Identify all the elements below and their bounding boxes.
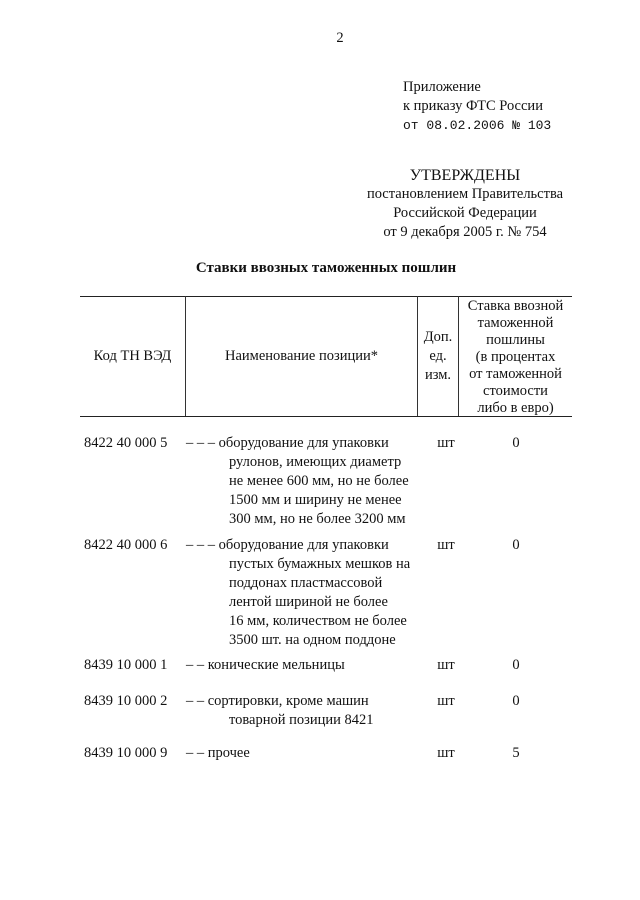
duty-rate: 0: [512, 537, 520, 553]
approval-block: [330, 166, 600, 242]
hs-code: 8439 10 000 2: [84, 693, 168, 709]
appendix-line: к приказу ФТС России: [403, 98, 543, 114]
appendix-line: от 08.02.2006 № 103: [403, 118, 552, 133]
unit: шт: [437, 537, 455, 553]
duty-rate: 5: [512, 745, 520, 761]
document-title: Ставки ввозных таможенных пошлин: [195, 260, 457, 276]
hs-code: 8439 10 000 1: [84, 657, 168, 673]
hs-code: 8422 40 000 5: [84, 435, 168, 451]
hs-code: 8439 10 000 9: [84, 745, 168, 761]
header-name: Наименование позиции*: [225, 348, 378, 364]
hs-code: 8422 40 000 6: [84, 537, 168, 553]
appendix-note: [403, 78, 551, 135]
approval-line: постановлением Правительства: [366, 186, 564, 202]
approval-line: от 9 декабря 2005 г. № 754: [383, 224, 547, 240]
appendix-line: Приложение: [403, 79, 481, 95]
header-rate: Ставка ввозной таможенной пошлины (в процентах от таможенной стоимости либо в евро): [467, 298, 564, 416]
duty-rate: 0: [512, 693, 520, 709]
page-number: 2: [336, 30, 344, 46]
unit: шт: [437, 435, 455, 451]
duty-rate: 0: [512, 435, 520, 451]
item-name: – – – оборудование для упаковки рулонов, имеющих диаметр не менее 600 мм, но не более 1500 мм и ширину не менее 300 мм, но не более 3200 мм: [186, 435, 409, 527]
header-code: Код ТН ВЭД: [93, 348, 172, 364]
item-name: – – прочее: [186, 745, 250, 761]
item-name: – – сортировки, кроме машин товарной позиции 8421: [186, 693, 374, 728]
unit: шт: [437, 745, 455, 761]
approval-line: УТВЕРЖДЕНЫ: [409, 167, 521, 184]
item-name: – – – оборудование для упаковки пустых бумажных мешков на поддонах пластмассовой лентой шириной не более 16 мм, количеством не более 3500 шт. на одном поддоне: [186, 537, 411, 648]
duty-rate: 0: [512, 657, 520, 673]
unit: шт: [437, 657, 455, 673]
item-name: – – конические мельницы: [186, 657, 345, 673]
approval-line: Российской Федерации: [393, 205, 537, 221]
unit: шт: [437, 693, 455, 709]
header-unit: Доп. ед. изм.: [423, 329, 453, 383]
table-top-border: [80, 296, 572, 297]
